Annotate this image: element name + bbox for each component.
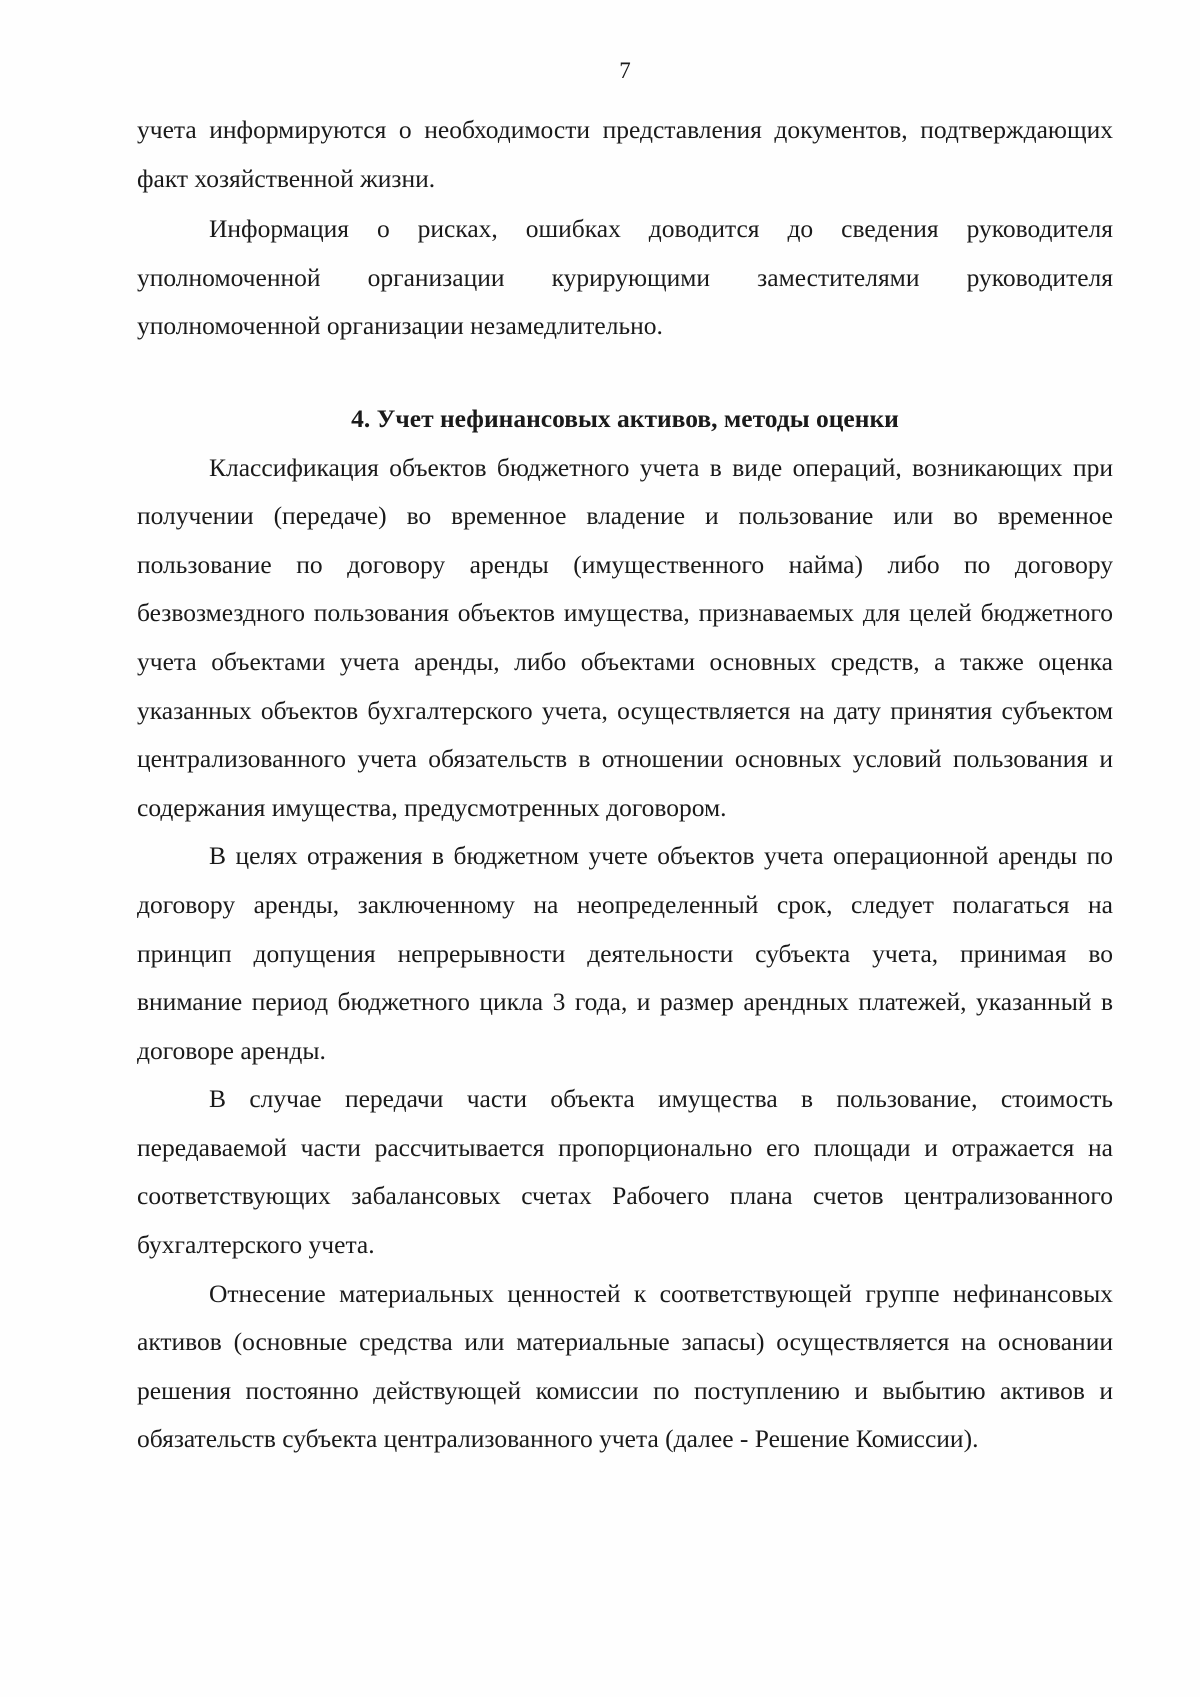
paragraph-partial-transfer: В случае передачи части объекта имущества в пользование, стоимость передаваемой части рассчитывается пропорционально его площади и отражается на соответствующих забалансовых счетах Рабочего плана счетов централизованного бухгалтерского учета.	[137, 1084, 1113, 1260]
paragraph-assignment: Отнесение материальных ценностей к соответствующей группе нефинансовых активов (основные средства или материальные запасы) осуществляется на основании решения постоянно действующей комиссии по поступлению и выбытию активов и обязательств субъекта централизованного учета (далее - Решение Комиссии).	[137, 1278, 1113, 1454]
paragraph-risk-info: Информация о рисках, ошибках доводится до сведения руководителя уполномоченной организации курирующими заместителями руководителя уполномоченной организации незамедлительно.	[137, 214, 1113, 341]
page-number: 7	[619, 58, 631, 83]
document-body	[137, 106, 1113, 1464]
section-heading: 4. Учет нефинансовых активов, методы оценки	[351, 403, 899, 433]
paragraph-continuation: учета информируются о необходимости представления документов, подтверждающих факт хозяйственной жизни.	[137, 115, 1113, 193]
paragraph-operating-lease: В целях отражения в бюджетном учете объектов учета операционной аренды по договору аренды, заключенному на неопределенный срок, следует полагаться на принцип допущения непрерывности деятельности субъекта учета, принимая во внимание период бюджетного цикла 3 года, и размер арендных платежей, указанный в договоре аренды.	[137, 841, 1113, 1065]
paragraph-classification: Классификация объектов бюджетного учета в виде операций, возникающих при получении (передаче) во временное владение и пользование или во временное пользование по договору аренды (имущественного найма) либо по договору безвозмездного пользования объектов имущества, признаваемых для целей бюджетного учета объектами учета аренды, либо объектами основных средств, а также оценка указанных объектов бухгалтерского учета, осуществляется на дату принятия субъектом централизованного учета обязательств в отношении основных условий пользования и содержания имущества, предусмотренных договором.	[137, 452, 1113, 822]
